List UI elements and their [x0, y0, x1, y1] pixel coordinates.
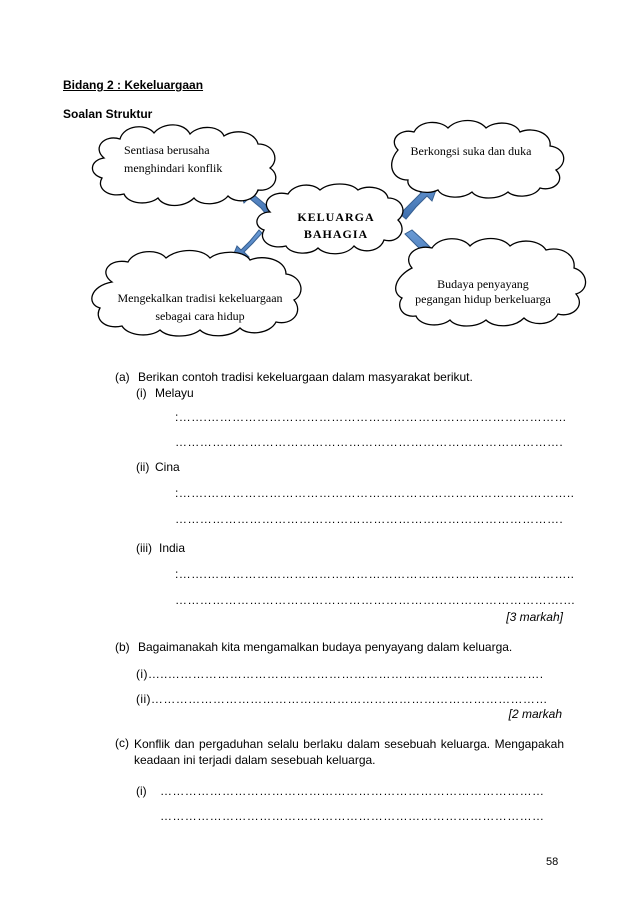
question-b-label: (b): [115, 640, 130, 654]
question-a-ii-label: (ii): [136, 460, 150, 474]
cloud-top-left-line2: menghindari konflik: [124, 161, 223, 175]
cloud-top-left-line1: Sentiasa berusaha: [124, 143, 210, 157]
cloud-top-right: [392, 121, 564, 199]
question-b-text: Bagaimanakah kita mengamalkan budaya penyayang dalam keluarga.: [138, 640, 513, 654]
section-title: Bidang 2 : Kekeluargaan: [63, 78, 204, 92]
answer-line-a-iii-2[interactable]: ………………………………………………………………………………….…: [175, 593, 576, 607]
question-c-i-label: (i): [136, 784, 147, 798]
question-a-i-name: Melayu: [155, 386, 194, 400]
answer-line-a-iii-1[interactable]: :…….……………………………………………………………………………..: [175, 567, 575, 581]
question-a-iii-name: India: [159, 541, 186, 555]
cloud-top-right-line1: Berkongsi suka dan duka: [410, 144, 532, 158]
center-title-line2: BAHAGIA: [303, 227, 369, 241]
question-b-marks: [2 markah: [508, 707, 562, 721]
question-a-iii-label: (iii): [136, 541, 152, 555]
answer-line-c-2[interactable]: …………………………………………………………………………………: [160, 809, 545, 823]
cloud-bottom-right-line1: Budaya penyayang: [437, 277, 529, 291]
cloud-top-right-text: [396, 144, 546, 159]
question-c-label: (c): [115, 736, 129, 750]
answer-line-a-ii-2[interactable]: ………………………………………………………………………………….: [175, 512, 564, 526]
cloud-bottom-left-line1: Mengekalkan tradisi kekeluargaan: [117, 291, 283, 305]
question-a-label: (a): [115, 370, 130, 384]
answer-line-a-ii-1[interactable]: :…….……………………………………………………………………………..: [175, 486, 575, 500]
question-a-ii-name: Cina: [155, 460, 180, 474]
question-a-i-label: (i): [136, 386, 147, 400]
question-a-marks: [3 markah]: [506, 610, 563, 624]
page-number: 58: [546, 856, 559, 868]
answer-line-b-1[interactable]: (i)…..……………………………………………………………………………….: [136, 667, 544, 681]
answer-line-a-i-1[interactable]: :…….……………………………………………………………………………: [175, 410, 567, 424]
question-c-text: Konflik dan pergaduhan selalu berlaku dalam sesebuah keluarga. Mengapakah keadaan ini terjadi dalam sesebuah keluarga.: [134, 737, 564, 767]
answer-line-b-2[interactable]: (ii)……………………………………………………………………………………: [136, 692, 548, 706]
answer-line-a-i-2[interactable]: ………………………………………………………………………………….: [175, 435, 564, 449]
question-a-text: Berikan contoh tradisi kekeluargaan dalam masyarakat berikut.: [138, 370, 473, 384]
center-title-line1: KELUARGA: [297, 210, 375, 224]
subsection-title: Soalan Struktur: [63, 107, 153, 121]
cloud-bottom-right-text: [398, 277, 568, 307]
cloud-bottom-left-line2: sebagai cara hidup: [155, 309, 245, 323]
answer-line-c-1[interactable]: …………………………………………………………………………………: [160, 784, 545, 798]
cloud-top-left-text: [110, 143, 255, 176]
cloud-bottom-left-text: [100, 291, 300, 324]
center-title: [282, 209, 390, 243]
cloud-bottom-right-line2: pegangan hidup berkeluarga: [415, 292, 551, 306]
